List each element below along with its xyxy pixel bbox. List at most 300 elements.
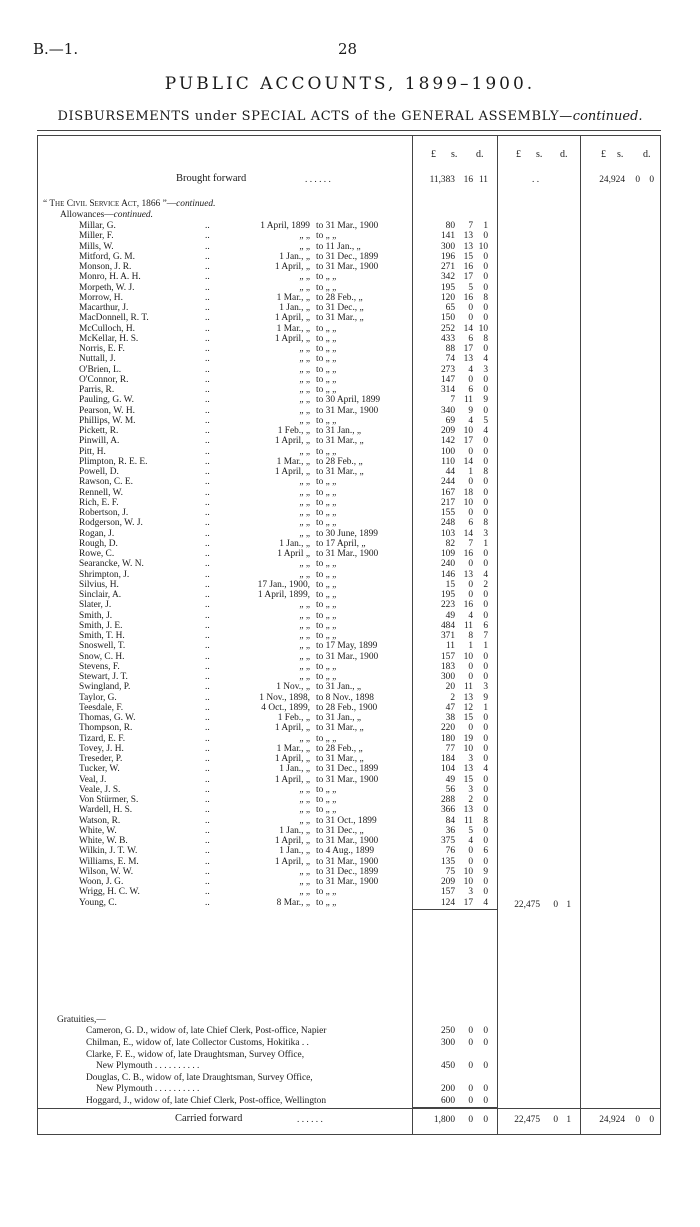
allowance-amount-shillings: 4 (468, 364, 473, 375)
allowance-amount-pounds: 273 (440, 364, 455, 375)
allowances-heading (60, 210, 153, 220)
allowance-amount-pounds: 20 (445, 682, 455, 693)
payee-name: Wrigg, H. C. W. (79, 887, 140, 898)
allowance-amount-pence: 4 (483, 897, 488, 908)
allowance-amount-pence: 9 (483, 866, 488, 877)
allowance-amount-shillings: 9 (468, 405, 473, 416)
allowance-amount-pence: 0 (483, 836, 488, 846)
allowances-heading-text: Allowances— (60, 210, 114, 220)
period-from: 1 April, „ (274, 754, 310, 764)
payee-name: Rough, D. (79, 538, 118, 549)
allowance-amount-pounds: 65 (445, 303, 455, 313)
payee-name: Tizard, E. F. (79, 733, 126, 744)
allowance-amount-shillings: 17 (463, 272, 473, 283)
allowance-amount-shillings: 0 (468, 303, 473, 313)
allowance-amount-shillings: 0 (468, 672, 473, 682)
allowance-amount-shillings: 11 (463, 682, 473, 693)
allowance-amount-pence: 8 (483, 467, 488, 477)
allowance-amount-shillings: 14 (463, 323, 473, 334)
allowance-amount-shillings: 7 (468, 221, 473, 231)
period-to: to „ „ (316, 661, 337, 672)
period-from: „ „ (299, 661, 310, 672)
allowance-amount-pence: 0 (483, 313, 488, 324)
leader-dots: .. (205, 364, 210, 375)
period-to: to „ „ (316, 354, 337, 365)
brought-forward-dots: . . . . . . (305, 175, 331, 185)
payee-name: Miller, F. (79, 231, 114, 242)
period-from: „ „ (299, 374, 310, 385)
payee-name: McKellar, H. S. (79, 333, 139, 344)
period-to: to „ „ (316, 795, 337, 805)
period-from: „ „ (299, 272, 310, 283)
allowance-amount-pence: 3 (483, 364, 488, 375)
allowance-amount-pence: 9 (483, 692, 488, 703)
payee-name: Searancke, W. N. (79, 559, 144, 570)
period-from: „ „ (299, 344, 310, 354)
period-from: 1 Jan., „ (279, 251, 310, 262)
period-from: 1 Feb., „ (277, 426, 310, 436)
allowance-amount-shillings: 8 (468, 631, 473, 641)
period-from: „ „ (299, 282, 310, 293)
allowance-amount-pence: 0 (483, 251, 488, 262)
payee-name: White, W. B. (79, 836, 128, 846)
period-to: to „ „ (316, 282, 337, 293)
allowance-amount-pounds: 146 (440, 569, 455, 580)
allowance-amount-pence: 8 (483, 815, 488, 826)
leader-dots: .. (205, 241, 210, 252)
carried-forward-col2-shillings: 0 (553, 1115, 558, 1125)
allowance-amount-pounds: 271 (440, 262, 455, 272)
allowance-amount-shillings: 0 (468, 508, 473, 518)
period-from: „ „ (299, 795, 310, 805)
column-divider-3 (580, 135, 581, 1135)
brought-forward-col3-pence: 0 (649, 175, 654, 185)
leader-dots: .. (205, 303, 210, 313)
leader-dots: .. (205, 456, 210, 467)
allowance-amount-pounds: 366 (440, 805, 455, 816)
period-from: 1 Jan., „ (279, 303, 310, 313)
allowance-amount-pence: 0 (483, 385, 488, 395)
period-to: to 31 Mar., 1900 (316, 405, 379, 416)
leader-dots: .. (205, 487, 210, 498)
act-heading (43, 199, 215, 209)
allowance-amount-shillings: 11 (463, 395, 473, 406)
allowance-amount-pence: 0 (483, 497, 488, 508)
allowance-amount-shillings: 16 (463, 262, 473, 272)
allowance-amount-shillings: 15 (463, 713, 473, 723)
period-from: 1 Jan., „ (279, 538, 310, 549)
allowance-amount-shillings: 16 (463, 292, 473, 303)
allowance-amount-pence: 0 (483, 805, 488, 816)
allowance-amount-pence: 0 (483, 713, 488, 723)
allowance-amount-pence: 1 (483, 221, 488, 231)
payee-name: Smith, J. (79, 610, 113, 621)
allowance-amount-shillings: 14 (463, 456, 473, 467)
payee-name: Norris, E. F. (79, 344, 125, 354)
leader-dots: .. (205, 467, 210, 477)
payee-name: Morpeth, W. J. (79, 282, 135, 293)
period-from: 17 Jan., 1900, (257, 579, 310, 590)
payee-name: Wardell, H. S. (79, 805, 133, 816)
leader-dots: .. (205, 313, 210, 324)
period-from: 1 April, „ (274, 436, 310, 447)
period-to: to 11 Jan., „ (316, 241, 361, 252)
period-to: to 31 Mar., „ (316, 436, 364, 447)
currency-header-shillings: s. (536, 149, 543, 160)
leader-dots: .. (205, 877, 210, 887)
leader-dots: .. (205, 866, 210, 877)
period-from: „ „ (299, 497, 310, 508)
leader-dots: .. (205, 528, 210, 539)
period-to: to 31 Mar., 1900 (316, 774, 379, 785)
allowance-amount-pounds: 82 (445, 538, 455, 549)
gratuity-amount-shillings: 0 (468, 1084, 473, 1094)
allowance-amount-pence: 7 (483, 631, 488, 641)
allowance-amount-shillings: 11 (463, 815, 473, 826)
brought-forward-label: Brought forward (176, 173, 247, 184)
period-to: to „ „ (316, 887, 337, 898)
period-to: to 28 Feb., „ (316, 743, 363, 754)
period-to: to „ „ (316, 784, 337, 795)
leader-dots: .. (205, 374, 210, 385)
payee-name: Rogan, J. (79, 528, 115, 539)
allowance-amount-pence: 0 (483, 344, 488, 354)
allowance-amount-pence: 0 (483, 774, 488, 785)
payee-name: Snoswell, T. (79, 641, 126, 652)
allowance-amount-pence: 6 (483, 620, 488, 631)
period-to: to 31 Jan., „ (316, 713, 362, 723)
allowance-amount-shillings: 16 (463, 549, 473, 559)
gratuity-amount-pence: 0 (483, 1038, 488, 1048)
allowance-amount-pounds: 209 (440, 877, 455, 887)
period-to: to 31 Mar., 1900 (316, 262, 379, 272)
allowance-amount-pounds: 109 (440, 549, 455, 559)
allowance-amount-shillings: 14 (463, 528, 473, 539)
allowance-amount-pence: 0 (483, 559, 488, 570)
payee-name: Watson, R. (79, 815, 121, 826)
carried-forward-rule (37, 1108, 661, 1109)
allowance-amount-pence: 1 (483, 702, 488, 713)
allowance-amount-pence: 0 (483, 508, 488, 518)
allowance-amount-pounds: 223 (440, 600, 455, 611)
allowance-amount-shillings: 7 (468, 538, 473, 549)
payee-name: Von Stürmer, S. (79, 795, 139, 805)
period-from: „ „ (299, 631, 310, 641)
carried-forward-col1-pounds: 1,800 (433, 1115, 455, 1125)
allowance-amount-pence: 2 (483, 579, 488, 590)
period-to: to 31 Dec., 1899 (316, 764, 379, 775)
leader-dots: .. (205, 743, 210, 754)
period-to: to „ „ (316, 620, 337, 631)
allowance-amount-pounds: 7 (450, 395, 455, 406)
allowance-amount-pounds: 15 (445, 579, 455, 590)
allowance-amount-shillings: 6 (468, 333, 473, 344)
leader-dots: .. (205, 415, 210, 426)
allowance-amount-shillings: 13 (463, 231, 473, 242)
leader-dots: .. (205, 251, 210, 262)
period-from: „ „ (299, 446, 310, 457)
period-from: „ „ (299, 620, 310, 631)
allowance-amount-pounds: 375 (440, 836, 455, 846)
period-from: „ „ (299, 887, 310, 898)
period-to: to „ „ (316, 631, 337, 641)
allowance-amount-shillings: 10 (463, 651, 473, 662)
leader-dots: .. (205, 446, 210, 457)
period-to: to 4 Aug., 1899 (316, 846, 375, 857)
allowance-amount-pence: 3 (483, 528, 488, 539)
period-to: to „ „ (316, 590, 337, 600)
allowance-amount-shillings: 5 (468, 282, 473, 293)
period-to: to 31 Mar., „ (316, 723, 364, 734)
period-to: to 31 Jan., „ (316, 682, 362, 693)
allowance-amount-pounds: 36 (445, 825, 455, 836)
gratuity-amount-pounds: 600 (440, 1096, 455, 1106)
carried-forward-col3-pounds: 24,924 (599, 1115, 625, 1125)
allowance-amount-pence: 0 (483, 282, 488, 293)
gratuity-amount-shillings: 0 (468, 1026, 473, 1036)
allowance-amount-shillings: 16 (463, 600, 473, 611)
period-from: 8 Mar., „ (276, 897, 310, 908)
allowance-amount-pounds: 100 (440, 446, 455, 457)
allowance-amount-shillings: 1 (468, 467, 473, 477)
allowance-amount-shillings: 6 (468, 385, 473, 395)
gratuity-amount-pence: 0 (483, 1084, 488, 1094)
gratuity-amount-pounds: 450 (440, 1061, 455, 1071)
page-subtitle (0, 109, 700, 124)
allowance-amount-pence: 0 (483, 231, 488, 242)
leader-dots: .. (205, 600, 210, 611)
allowance-amount-pence: 0 (483, 549, 488, 559)
leader-dots: .. (205, 497, 210, 508)
period-from: 1 Nov., 1898, (259, 692, 310, 703)
allowance-amount-pence: 0 (483, 825, 488, 836)
payee-name: Nuttall, J. (79, 354, 116, 365)
allowance-amount-shillings: 12 (463, 702, 473, 713)
period-to: to 31 Mar., 1900 (316, 877, 379, 887)
period-to: to „ „ (316, 733, 337, 744)
period-from: 4 Oct., 1899, (261, 702, 310, 713)
period-from: 1 Mar., „ (276, 743, 310, 754)
allowance-amount-pounds: 184 (440, 754, 455, 764)
allowance-amount-shillings: 5 (468, 825, 473, 836)
period-to: to 31 Mar., „ (316, 313, 364, 324)
period-from: 1 Mar., „ (276, 323, 310, 334)
payee-name: Pinwill, A. (79, 436, 120, 447)
allowance-amount-pounds: 300 (440, 672, 455, 682)
allowance-amount-pounds: 11 (445, 641, 455, 652)
payee-name: Thompson, R. (79, 723, 133, 734)
gratuity-amount-pounds: 250 (440, 1026, 455, 1036)
leader-dots: .. (205, 764, 210, 775)
allowance-amount-pence: 6 (483, 846, 488, 857)
payee-name: Treseder, P. (79, 754, 123, 764)
leader-dots: .. (205, 323, 210, 334)
period-to: to „ „ (316, 344, 337, 354)
payee-name: Thomas, G. W. (79, 713, 136, 723)
period-to: to 31 Mar., 1900 (316, 549, 379, 559)
payee-name: Smith, J. E. (79, 620, 123, 631)
currency-header-pounds: £ (431, 149, 436, 160)
leader-dots: .. (205, 344, 210, 354)
allowance-amount-pence: 0 (483, 877, 488, 887)
period-from: „ „ (299, 733, 310, 744)
allowance-amount-pounds: 147 (440, 374, 455, 385)
carried-forward-col2-pence: 1 (566, 1115, 571, 1125)
period-from: „ „ (299, 354, 310, 365)
leader-dots: .. (205, 733, 210, 744)
allowance-amount-pounds: 157 (440, 651, 455, 662)
act-heading-text: “ The Civil Service Act, 1866 ”— (43, 199, 177, 209)
allowance-amount-pence: 0 (483, 754, 488, 764)
allowance-amount-shillings: 3 (468, 754, 473, 764)
payee-name: O'Brien, L. (79, 364, 122, 375)
period-from: 1 Jan., „ (279, 764, 310, 775)
payee-name: Pickett, R. (79, 426, 119, 436)
allowance-amount-shillings: 0 (468, 374, 473, 385)
payee-name: Macarthur, J. (79, 303, 129, 313)
period-to: to „ „ (316, 600, 337, 611)
allowance-amount-shillings: 0 (468, 446, 473, 457)
allowance-amount-pence: 8 (483, 518, 488, 529)
leader-dots: .. (205, 702, 210, 713)
leader-dots: .. (205, 692, 210, 703)
leader-dots: .. (205, 846, 210, 857)
period-to: to „ „ (316, 446, 337, 457)
payee-name: Mitford, G. M. (79, 251, 135, 262)
payee-name: Teesdale, F. (79, 702, 124, 713)
period-from: 1 Nov., „ (276, 682, 310, 693)
allowance-amount-pence: 4 (483, 764, 488, 775)
allowance-amount-shillings: 13 (463, 354, 473, 365)
column-divider-2 (497, 135, 498, 1135)
period-to: to 28 Feb., 1900 (316, 702, 378, 713)
allowance-amount-pounds: 195 (440, 282, 455, 293)
period-from: „ „ (299, 815, 310, 826)
leader-dots: .. (205, 559, 210, 570)
allowance-amount-pounds: 217 (440, 497, 455, 508)
period-from: „ „ (299, 508, 310, 518)
period-from: „ „ (299, 877, 310, 887)
payee-name: McCulloch, H. (79, 323, 135, 334)
period-from: „ „ (299, 231, 310, 242)
allowance-amount-pence: 0 (483, 436, 488, 447)
period-to: to „ „ (316, 323, 337, 334)
leader-dots: .. (205, 723, 210, 734)
carried-forward-col1-pence: 0 (483, 1115, 488, 1125)
period-from: 1 Jan., „ (279, 825, 310, 836)
leader-dots: .. (205, 231, 210, 242)
allowance-amount-shillings: 13 (463, 569, 473, 580)
allowance-amount-shillings: 10 (463, 497, 473, 508)
period-from: „ „ (299, 672, 310, 682)
subtotal-rule (413, 909, 497, 910)
period-to: to 31 Dec., „ (316, 303, 364, 313)
payee-name: Smith, T. H. (79, 631, 125, 641)
period-from: „ „ (299, 241, 310, 252)
currency-header-pence: d. (643, 149, 651, 160)
carried-forward-col2-pounds: 22,475 (514, 1115, 540, 1125)
allowance-amount-pounds: 77 (445, 743, 455, 754)
allowance-amount-pence: 0 (483, 795, 488, 805)
allowance-amount-pence: 0 (483, 672, 488, 682)
currency-header-pounds: £ (601, 149, 606, 160)
payee-name: Pauling, G. W. (79, 395, 134, 406)
allowances-total-pence: 1 (566, 899, 571, 910)
gratuity-description: Hoggard, J., widow of, late Chief Clerk, Post-office, Wellington (86, 1096, 327, 1106)
period-from: „ „ (299, 651, 310, 662)
allowance-amount-pounds: 124 (440, 897, 455, 908)
allowance-amount-pounds: 56 (445, 784, 455, 795)
leader-dots: .. (205, 518, 210, 529)
allowance-amount-pounds: 47 (445, 702, 455, 713)
allowance-amount-pounds: 103 (440, 528, 455, 539)
allowance-amount-shillings: 10 (463, 426, 473, 436)
leader-dots: .. (205, 672, 210, 682)
allowance-amount-shillings: 0 (468, 313, 473, 324)
gratuity-amount-shillings: 0 (468, 1096, 473, 1106)
period-from: 1 April, „ (274, 467, 310, 477)
leader-dots: .. (205, 508, 210, 518)
allowance-amount-pence: 0 (483, 446, 488, 457)
currency-header-shillings: s. (451, 149, 458, 160)
allowance-amount-pence: 0 (483, 743, 488, 754)
leader-dots: .. (205, 272, 210, 283)
period-from: 1 April, „ (274, 313, 310, 324)
allowance-amount-pounds: 84 (445, 815, 455, 826)
period-from: „ „ (299, 385, 310, 395)
period-from: „ „ (299, 395, 310, 406)
period-from: „ „ (299, 528, 310, 539)
payee-name: Snow, C. H. (79, 651, 125, 662)
payee-name: Tucker, W. (79, 764, 120, 775)
period-to: to 28 Feb., „ (316, 456, 363, 467)
period-to: to 17 April, „ (316, 538, 366, 549)
period-to: to 31 Mar., „ (316, 754, 364, 764)
allowance-amount-pounds: 314 (440, 385, 455, 395)
period-from: „ „ (299, 415, 310, 426)
allowance-amount-shillings: 15 (463, 251, 473, 262)
leader-dots: .. (205, 590, 210, 600)
brought-forward-col1-pence: 11 (478, 175, 488, 185)
allowance-amount-shillings: 10 (463, 743, 473, 754)
payee-name: Young, C. (79, 897, 117, 908)
payee-name: Phillips, W. M. (79, 415, 136, 426)
allowance-amount-pence: 1 (483, 538, 488, 549)
gratuity-amount-pounds: 300 (440, 1038, 455, 1048)
period-to: to „ „ (316, 518, 337, 529)
payee-name: Taylor, G. (79, 692, 117, 703)
period-from: 1 Mar., „ (276, 456, 310, 467)
leader-dots: .. (205, 538, 210, 549)
allowance-amount-pounds: 104 (440, 764, 455, 775)
allowance-amount-pence: 0 (483, 487, 488, 498)
allowance-amount-shillings: 13 (463, 241, 473, 252)
gratuity-description: Clarke, F. E., widow of, late Draughtsman, Survey Office, (86, 1050, 305, 1060)
period-from: 1 Mar., „ (276, 292, 310, 303)
act-heading-continued: continued. (176, 199, 216, 209)
leader-dots: .. (205, 579, 210, 590)
allowance-amount-pounds: 49 (445, 610, 455, 621)
period-to: to „ „ (316, 385, 337, 395)
period-from: „ „ (299, 600, 310, 611)
payee-name: Veale, J. S. (79, 784, 121, 795)
payee-name: Sinclair, A. (79, 590, 122, 600)
currency-header-pence: d. (476, 149, 484, 160)
leader-dots: .. (205, 795, 210, 805)
period-to: to 31 Mar., „ (316, 467, 364, 477)
allowance-amount-pence: 1 (483, 641, 488, 652)
period-from: „ „ (299, 805, 310, 816)
